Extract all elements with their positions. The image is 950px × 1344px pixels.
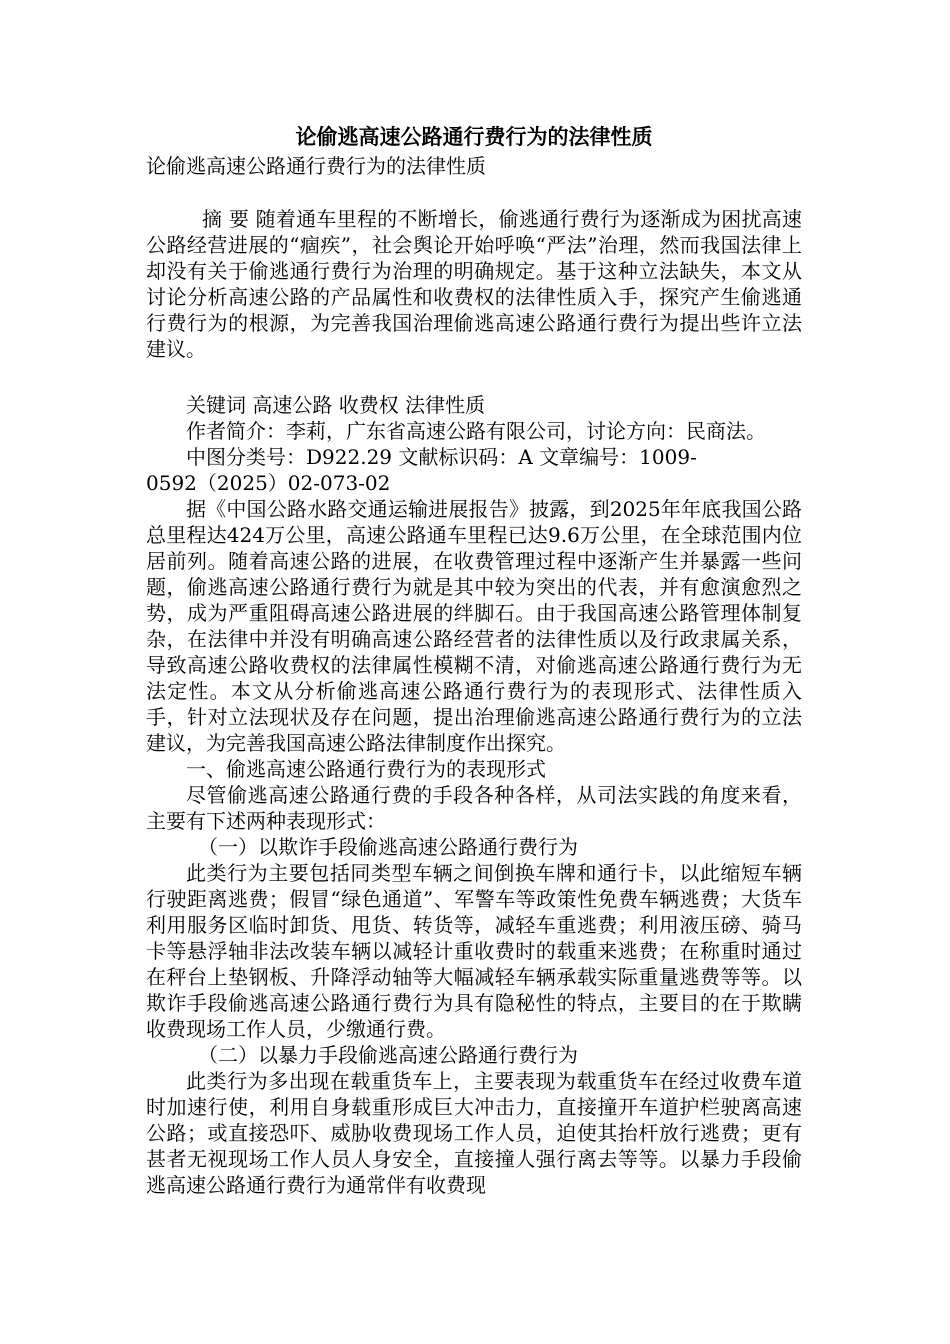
document-subtitle: 论偷逃高速公路通行费行为的法律性质 [146,154,486,178]
subsection-2-paragraph: 此类行为多出现在载重货车上，主要表现为载重货车在经过收费车道时加速行使，利用自身载重形成巨大冲击力，直接撞开车道护栏驶离高速公路；或直接恐吓、威胁收费现场工作人员，迫使其抬杆放行逃费；更有甚者无视现场工作人员人身安全，直接撞人强行离去等等。以暴力手段偷逃高速公路通行费行为通常伴有收费现 [146,1069,802,1197]
classification-line-2: 0592（2025）02-073-02 [146,471,391,495]
author-info: 作者简介：李莉，广东省高速公路有限公司，讨论方向：民商法。 [186,419,766,443]
section-1-paragraph: 尽管偷逃高速公路通行费的手段各种各样，从司法实践的角度来看，主要有下述两种表现形式： [146,783,802,833]
subsection-1-heading: （一）以欺诈手段偷逃高速公路通行费行为 [198,835,578,859]
intro-paragraph: 据《中国公路水路交通运输进展报告》披露，到2025年年底我国公路总里程达424万公里，高速公路通车里程已达9.6万公里，在全球范围内位居前列。随着高速公路的进展，在收费管理过程中逐渐产生并暴露一些问题，偷逃高速公路通行费行为就是其中较为突出的代表，并有愈演愈烈之势，成为严重阻碍高速公路进展的绊脚石。由于我国高速公路管理体制复杂，在法律中并没有明确高速公路经营者的法律性质以及行政隶属关系，导致高速公路收费权的法律属性模糊不清，对偷逃高速公路通行费行为无法定性。本文从分析偷逃高速公路通行费行为的表现形式、法律性质入手，针对立法现状及存在问题，提出治理偷逃高速公路通行费行为的立法建议，为完善我国高速公路法律制度作出探究。 [146,497,802,755]
classification-line-1: 中图分类号：D922.29 文献标识码：A 文章编号：1009- [186,445,697,469]
subsection-1-paragraph: 此类行为主要包括同类型车辆之间倒换车牌和通行卡，以此缩短车辆行驶距离逃费；假冒“绿色通道”、军警车等政策性免费车辆逃费；大货车利用服务区临时卸货、甩货、转货等，减轻车重逃费；利用液压磅、骑马卡等悬浮轴非法改装车辆以减轻计重收费时的载重来逃费；在称重时通过在秤台上垫钢板、升降浮动轴等大幅减轻车辆承载实际重量逃费等等。以欺诈手段偷逃高速公路通行费行为具有隐秘性的特点，主要目的在于欺瞒收费现场工作人员，少缴通行费。 [146,861,802,1041]
section-1-heading: 一、偷逃高速公路通行费行为的表现形式 [186,757,546,781]
keywords-line: 关键词 高速公路 收费权 法律性质 [186,393,486,417]
document-page [146,126,802,1198]
abstract-paragraph: 摘 要 随着通车里程的不断增长，偷逃通行费行为逐渐成为困扰高速公路经营进展的“痼疾”，社会舆论开始呼唤“严法”治理，然而我国法律上却没有关于偷逃通行费行为治理的明确规定。基于这种立法缺失，本文从讨论分析高速公路的产品属性和收费权的法律性质入手，探究产生偷逃通行费行为的根源，为完善我国治理偷逃高速公路通行费行为提出些许立法建议。 [146,207,802,361]
subsection-2-heading: （二）以暴力手段偷逃高速公路通行费行为 [198,1043,578,1067]
document-title: 论偷逃高速公路通行费行为的法律性质 [295,124,653,149]
